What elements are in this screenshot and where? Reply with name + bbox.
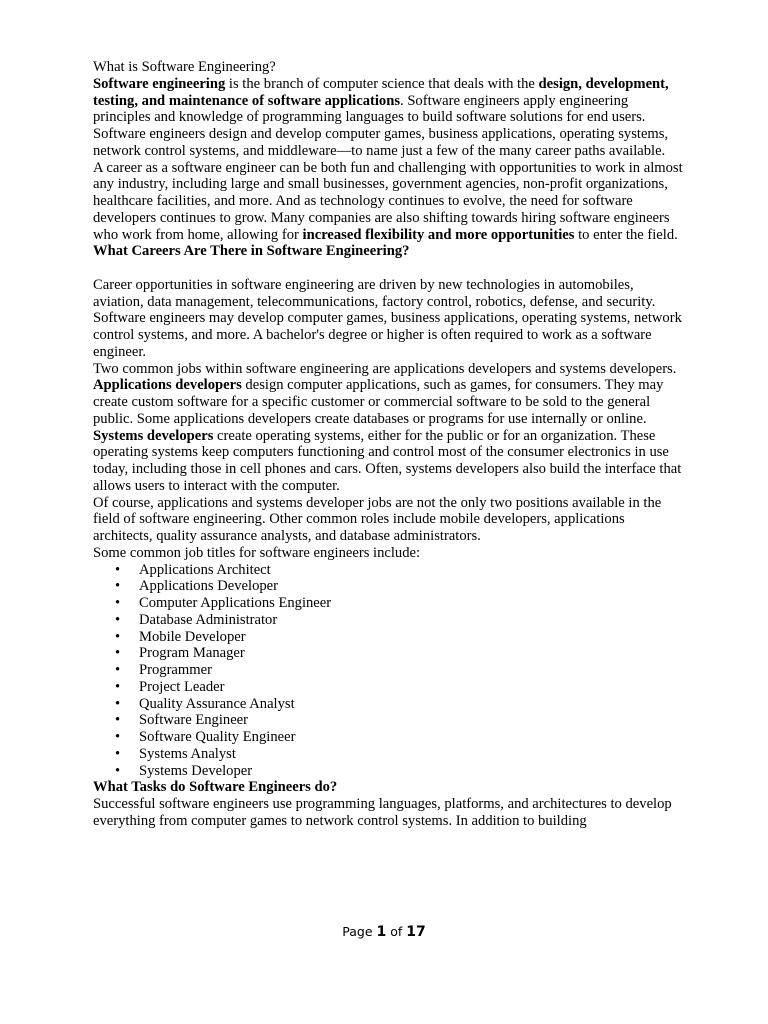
list-item: • Applications Architect bbox=[93, 562, 683, 579]
paragraph-tasks: Successful software engineers use programming languages, platforms, and architectures to develop everything from computer games to network control systems. In addition to building bbox=[93, 796, 672, 829]
p6-text: design computer applications, such as games, for consumers. They may create custom software for a specific customer or commercial software to be sold to the general public. Some applications developers create databases or programs for use internally or online. bbox=[93, 377, 664, 427]
list-item: • Database Administrator bbox=[93, 612, 683, 629]
heading-careers: What Careers Are There in Software Engineering? bbox=[93, 243, 410, 260]
list-item: • Computer Applications Engineer bbox=[93, 595, 683, 612]
list-item: • Quality Assurance Analyst bbox=[93, 696, 683, 713]
paragraph-other-roles: Of course, applications and systems developer jobs are not the only two positions available in the field of software engineering. Other common roles include mobile developers, applications architects, quality assurance analysts, and database administrators. bbox=[93, 494, 662, 544]
page-current: 1 bbox=[376, 924, 387, 940]
p3-text-1: A career as a software engineer can be both fun and challenging with opportunities to work in almost any industry, including large and small businesses, government agencies, non-profit organizations, healthcare facilities, and more. And as technology continues to evolve, the need for software developers continues to grow. Many companies are also shifting towards hiring software engineers who work from home, allowing for bbox=[93, 159, 683, 243]
document-title: What is Software Engineering? bbox=[93, 59, 276, 75]
list-item: • Systems Developer bbox=[93, 763, 683, 780]
paragraph-two-jobs: Two common jobs within software engineering are applications developers and systems developers. bbox=[93, 360, 677, 377]
list-item: • Software Quality Engineer bbox=[93, 729, 683, 746]
page-label: Page bbox=[342, 924, 377, 939]
of-label: of bbox=[386, 924, 407, 939]
p3-text-2: to enter the field. bbox=[574, 226, 678, 243]
job-titles-list bbox=[93, 562, 683, 780]
heading-tasks: What Tasks do Software Engineers do? bbox=[93, 779, 338, 796]
intro-bold-term: Software engineering bbox=[93, 75, 226, 92]
intro-text-2: . Software engineers apply engineering principles and knowledge of programming languages to build software solutions for end users. bbox=[93, 92, 646, 126]
p7-bold: Systems developers bbox=[93, 427, 214, 444]
paragraph-careers-overview: Software engineers design and develop computer games, business applications, operating systems, network control systems, and middleware—to name just a few of the many career paths available. bbox=[93, 126, 669, 159]
paragraph-opportunities: Career opportunities in software engineering are driven by new technologies in automobiles, aviation, data management, telecommunications, factory control, robotics, defense, and security. Software engineers may develop computer games, business applications, operating systems, network control systems, and more. A bachelor's degree or higher is often required to work as a software engineer. bbox=[93, 276, 682, 360]
page-footer bbox=[0, 924, 768, 940]
list-item: • Mobile Developer bbox=[93, 629, 683, 646]
p3-bold: increased flexibility and more opportunities bbox=[302, 226, 575, 243]
paragraph-job-titles-intro: Some common job titles for software engineers include: bbox=[93, 544, 421, 561]
p6-bold: Applications developers bbox=[93, 377, 242, 394]
p7-text: create operating systems, either for the public or for an organization. These operating systems keep computers functioning and control most of the consumer electronics in use today, including those in cell phones and cars. Often, systems developers also build the interface that allows users to interact with the computer. bbox=[93, 427, 682, 494]
list-item: • Programmer bbox=[93, 662, 683, 679]
list-item: • Software Engineer bbox=[93, 712, 683, 729]
intro-text-1: is the branch of computer science that deals with the bbox=[225, 75, 539, 92]
spacer bbox=[93, 260, 683, 277]
intro-paragraph bbox=[93, 76, 683, 126]
document-body bbox=[93, 59, 683, 830]
list-item: • Program Manager bbox=[93, 645, 683, 662]
paragraph-applications-developers bbox=[93, 377, 683, 427]
list-item: • Systems Analyst bbox=[93, 746, 683, 763]
list-item: • Applications Developer bbox=[93, 578, 683, 595]
list-item: • Project Leader bbox=[93, 679, 683, 696]
page-total: 17 bbox=[406, 924, 426, 940]
paragraph-systems-developers bbox=[93, 428, 683, 495]
intro-bold-phrase: design, development, testing, and maintenance of software applications bbox=[93, 75, 669, 109]
paragraph-career-fun bbox=[93, 160, 683, 244]
